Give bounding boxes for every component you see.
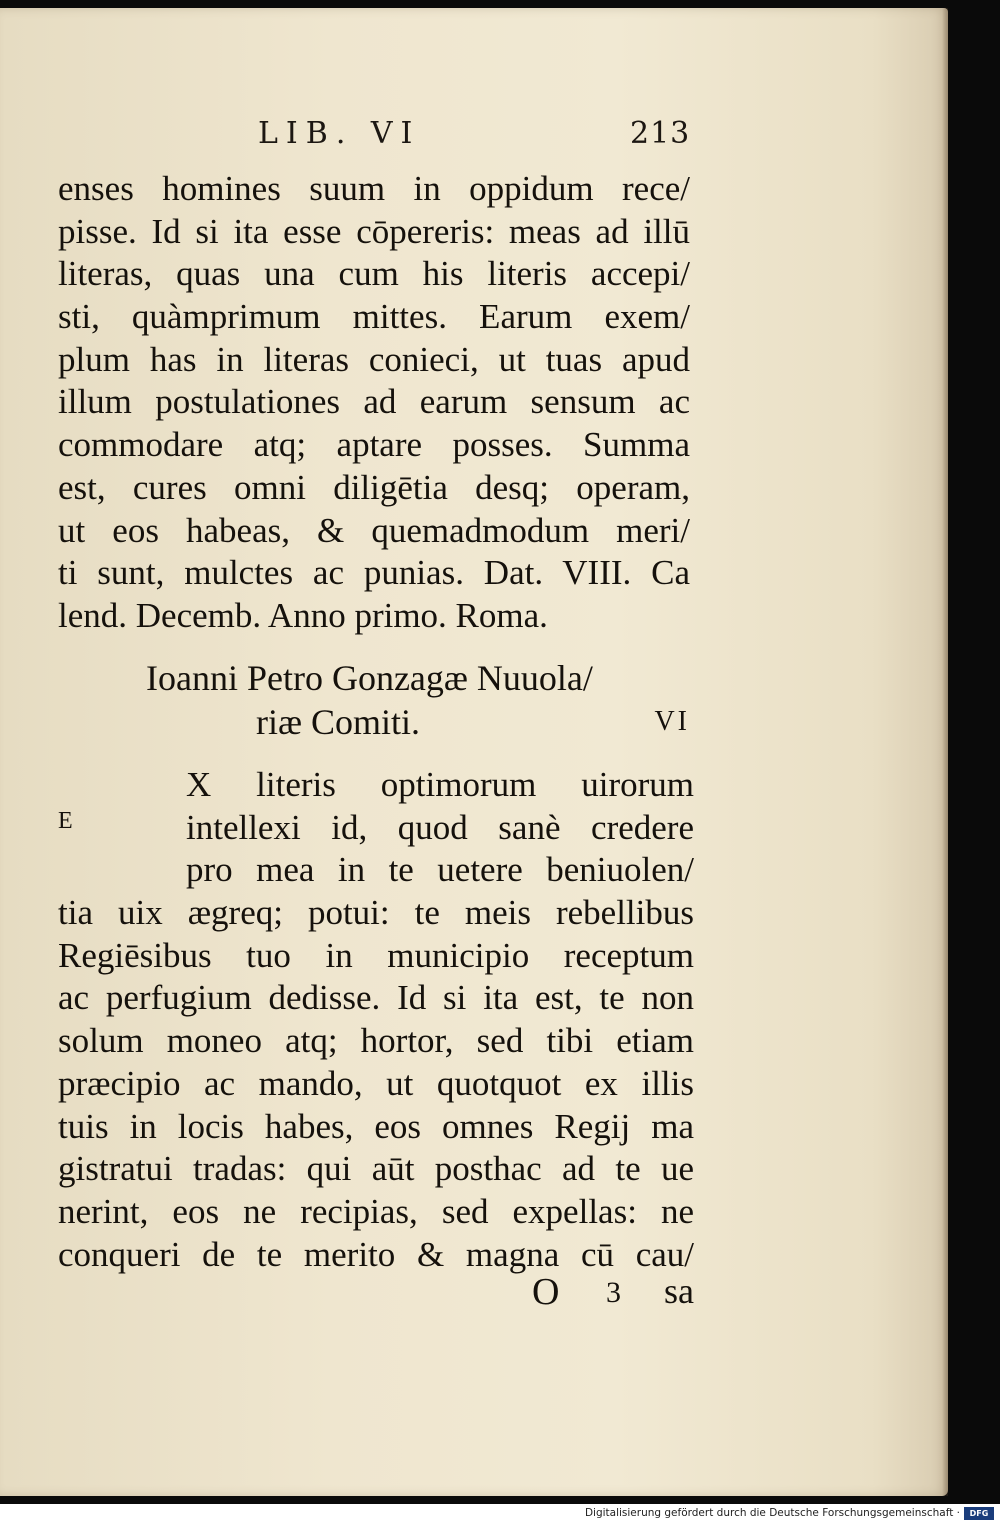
text-line: pisse. Id si ita esse cōpereris: meas ad illū [58,211,690,251]
text-line: illum postulationes ad earum sensum ac [58,382,690,422]
text-line: ti sunt, mulctes ac punias. Dat. VIII. Ca [58,553,690,593]
letter-body-continued [58,168,690,638]
catchword: sa [664,1271,694,1311]
text-line: enses homines suum in oppidum rece/ [58,169,690,208]
text-line: tia uix ægreq; potui: te meis rebellibus [58,893,694,933]
text-line: pro mea in te uetere beniuolen/ [186,850,694,890]
text-line: nerint, eos ne recipias, sed expellas: ne [58,1191,694,1231]
footer-credit: Digitalisierung gefördert durch die Deutsche Forschungsgemeinschaft · [584,1507,960,1519]
text-line: commodare atq; aptare posses. Summa [58,425,690,465]
text-line: ac perfugium dedisse. Id si ita est, te non [58,978,694,1018]
letter-body [58,764,694,1276]
page-number: 213 [630,116,691,151]
digitization-footer [0,1504,1000,1524]
book-page [0,8,948,1496]
text-line: est, cures omni diligētia desq; operam, [58,467,690,507]
signature-line [0,1270,948,1316]
heading-line [256,700,690,744]
text-line: gistratui tradas: qui aūt posthac ad te ue [58,1149,694,1189]
text-line: sti, quàmprimum mittes. Earum exem/ [58,297,690,337]
text-line: præcipio ac mando, ut quotquot ex illis [58,1063,694,1103]
signature-mark: O [532,1271,560,1313]
text-line: X literis optimorum uirorum [186,765,694,804]
initial-guide-letter: E [58,808,75,834]
text-line: conqueri de te merito & magna cū cau/ [58,1234,694,1274]
text-line: ut eos habeas, & quemadmodum meri/ [58,510,690,550]
text-line: lend. Decemb. Anno primo. Roma. [58,595,548,635]
letter-number: VI [654,706,690,737]
text-line: intellexi id, quod sanè credere [186,807,694,847]
text-line: plum has in literas conieci, ut tuas apud [58,339,690,379]
text-line: tuis in locis habes, eos omnes Regij ma [58,1106,694,1146]
text-line: solum moneo atq; hortor, sed tibi etiam [58,1021,694,1061]
dfg-logo-icon: DFG [964,1507,994,1520]
running-head [0,116,948,156]
letter-heading [58,656,690,744]
heading-line-text: riæ Comiti. [256,702,421,742]
text-line: Regiēsibus tuo in municipio receptum [58,935,694,975]
heading-line: Ioanni Petro Gonzagæ Nuuola/ [146,658,593,698]
text-line: literas, quas una cum his literis accepi/ [58,254,690,294]
running-head-book: LIB. VI [258,116,421,151]
signature-number: 3 [606,1276,621,1309]
